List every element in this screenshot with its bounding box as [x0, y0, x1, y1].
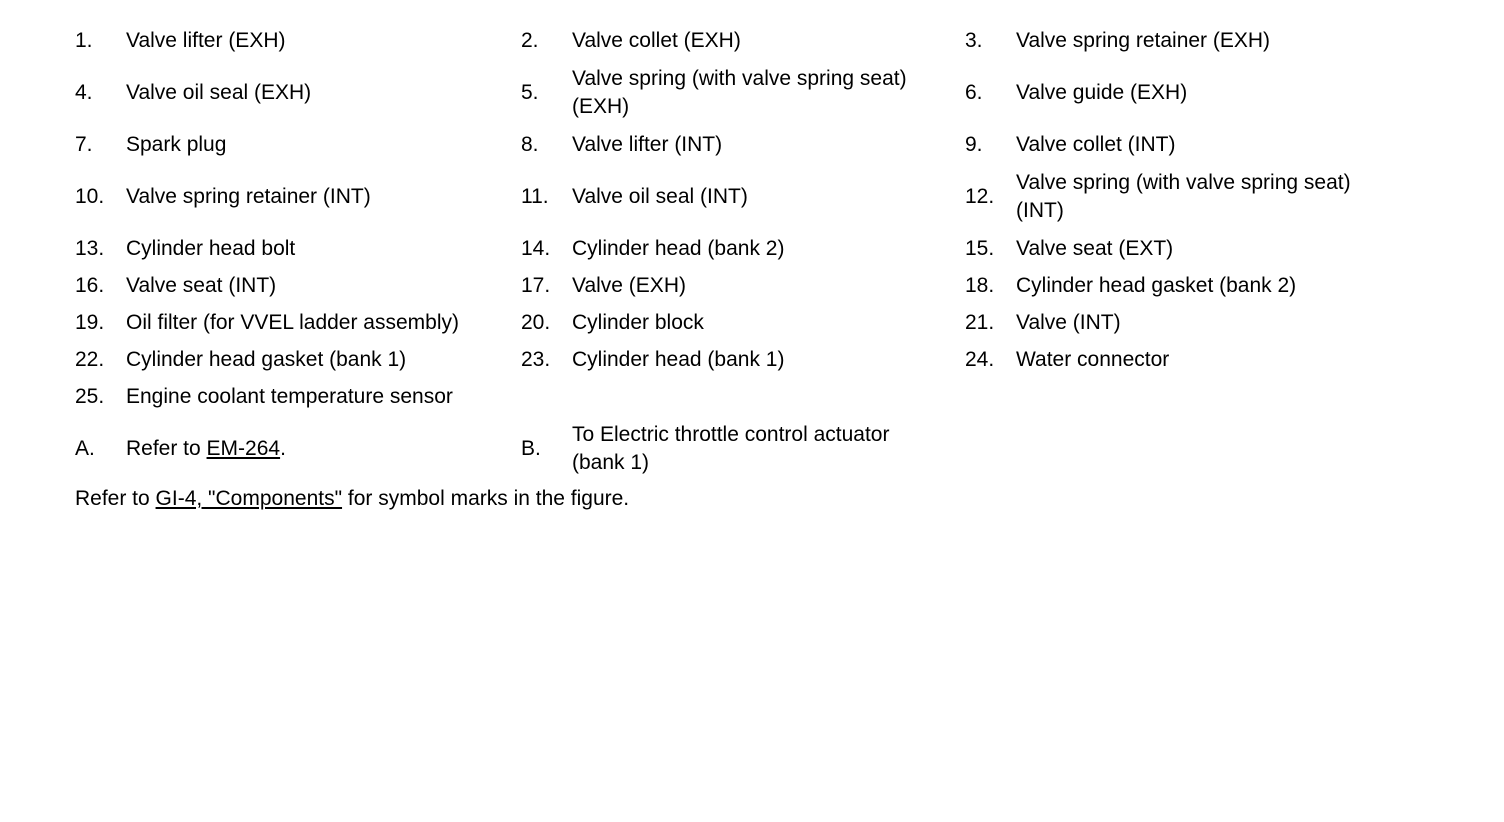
- reference-row: [75, 415, 1435, 482]
- legend-item: [965, 346, 1435, 374]
- item-label: Valve seat (EXT): [1016, 236, 1174, 260]
- item-label: Cylinder head (bank 1): [572, 347, 785, 371]
- legend-item: [75, 27, 521, 55]
- legend-item: [965, 131, 1435, 159]
- item-number: 11.: [521, 184, 549, 208]
- item-label: Valve (EXH): [572, 273, 686, 297]
- note-suffix: for symbol marks in the figure.: [342, 487, 630, 510]
- legend-item: [521, 272, 965, 300]
- item-number: 1.: [75, 28, 93, 52]
- legend-row: [75, 378, 1435, 415]
- legend-item: [965, 169, 1435, 225]
- item-number: 23.: [521, 347, 551, 371]
- item-label: Cylinder head bolt: [126, 236, 296, 260]
- item-label: Valve oil seal (INT): [572, 184, 748, 208]
- item-label: Valve spring retainer (INT): [126, 184, 371, 208]
- legend-item: [521, 183, 965, 211]
- legend-item: [521, 27, 965, 55]
- reference-item-b: [521, 421, 965, 477]
- item-number: 22.: [75, 347, 105, 371]
- item-number: 18.: [965, 273, 995, 297]
- legend-row: [75, 230, 1435, 267]
- legend-item: [75, 383, 453, 411]
- legend-item: [75, 272, 521, 300]
- legend-item: [75, 235, 521, 263]
- ref-suffix: .: [280, 436, 286, 460]
- legend-item: [75, 131, 521, 159]
- item-number: B.: [521, 436, 541, 460]
- legend-item: [75, 309, 521, 337]
- item-number: 14.: [521, 236, 551, 260]
- legend-row: [75, 163, 1435, 230]
- legend-item: [521, 346, 965, 374]
- item-number: 17.: [521, 273, 551, 297]
- item-label: Valve oil seal (EXH): [126, 80, 312, 104]
- item-number: 2.: [521, 28, 539, 52]
- item-label: Valve lifter (EXH): [126, 28, 286, 52]
- item-number: 20.: [521, 310, 551, 334]
- legend-item: [965, 27, 1435, 55]
- item-label: Cylinder head gasket (bank 2): [1016, 273, 1297, 297]
- item-label: Cylinder head gasket (bank 1): [126, 347, 407, 371]
- item-label: Valve seat (INT): [126, 273, 277, 297]
- item-label: Valve spring (with valve spring seat) (INT): [1016, 170, 1351, 222]
- item-label: Spark plug: [126, 132, 227, 156]
- item-label: Cylinder head (bank 2): [572, 236, 785, 260]
- item-number: 25.: [75, 384, 105, 408]
- item-label: Valve spring retainer (EXH): [1016, 28, 1271, 52]
- legend-item: [521, 235, 965, 263]
- legend-item: [965, 309, 1435, 337]
- item-number: 6.: [965, 80, 983, 104]
- legend-row: [75, 126, 1435, 163]
- item-number: 24.: [965, 347, 995, 371]
- item-number: A.: [75, 436, 95, 460]
- item-number: 19.: [75, 310, 105, 334]
- ref-prefix: Refer to: [126, 436, 207, 460]
- item-label: Valve spring (with valve spring seat) (EXH): [572, 66, 907, 118]
- item-label: To Electric throttle control actuator (bank 1): [572, 422, 890, 474]
- legend-item: [965, 79, 1435, 107]
- item-number: 3.: [965, 28, 983, 52]
- item-label: Valve lifter (INT): [572, 132, 723, 156]
- legend-item: [965, 272, 1435, 300]
- legend-row: [75, 267, 1435, 304]
- item-number: 16.: [75, 273, 105, 297]
- item-label: Valve collet (INT): [1016, 132, 1176, 156]
- item-number: 4.: [75, 80, 93, 104]
- item-number: 5.: [521, 80, 539, 104]
- item-label: [126, 435, 521, 463]
- item-label: Oil filter (for VVEL ladder assembly): [126, 310, 459, 334]
- item-number: 9.: [965, 132, 983, 156]
- gi-4-components-link[interactable]: GI-4, "Components": [155, 487, 343, 510]
- item-label: Engine coolant temperature sensor: [126, 384, 453, 408]
- symbol-note: [75, 485, 629, 513]
- legend-item: [965, 235, 1435, 263]
- item-label: Water connector: [1016, 347, 1170, 371]
- item-number: 7.: [75, 132, 93, 156]
- item-label: Valve (INT): [1016, 310, 1121, 334]
- legend-row: [75, 59, 1435, 126]
- legend-item: [521, 65, 965, 121]
- note-prefix: Refer to: [75, 487, 156, 510]
- reference-item-a: [75, 435, 521, 463]
- item-label: Valve collet (EXH): [572, 28, 741, 52]
- legend-item: [75, 183, 521, 211]
- item-number: 15.: [965, 236, 995, 260]
- em-264-link[interactable]: EM-264: [206, 436, 281, 460]
- legend-item: [521, 131, 965, 159]
- legend-row: [75, 22, 1435, 59]
- legend-row: [75, 304, 1435, 341]
- item-number: 13.: [75, 236, 105, 260]
- item-label: Valve guide (EXH): [1016, 80, 1188, 104]
- item-number: 8.: [521, 132, 539, 156]
- legend-item: [521, 309, 965, 337]
- item-number: 21.: [965, 310, 995, 334]
- item-label: Cylinder block: [572, 310, 704, 334]
- item-number: 10.: [75, 184, 105, 208]
- parts-legend: [75, 22, 1435, 482]
- legend-item: [75, 79, 521, 107]
- item-number: 12.: [965, 184, 995, 208]
- legend-item: [75, 346, 521, 374]
- legend-row: [75, 341, 1435, 378]
